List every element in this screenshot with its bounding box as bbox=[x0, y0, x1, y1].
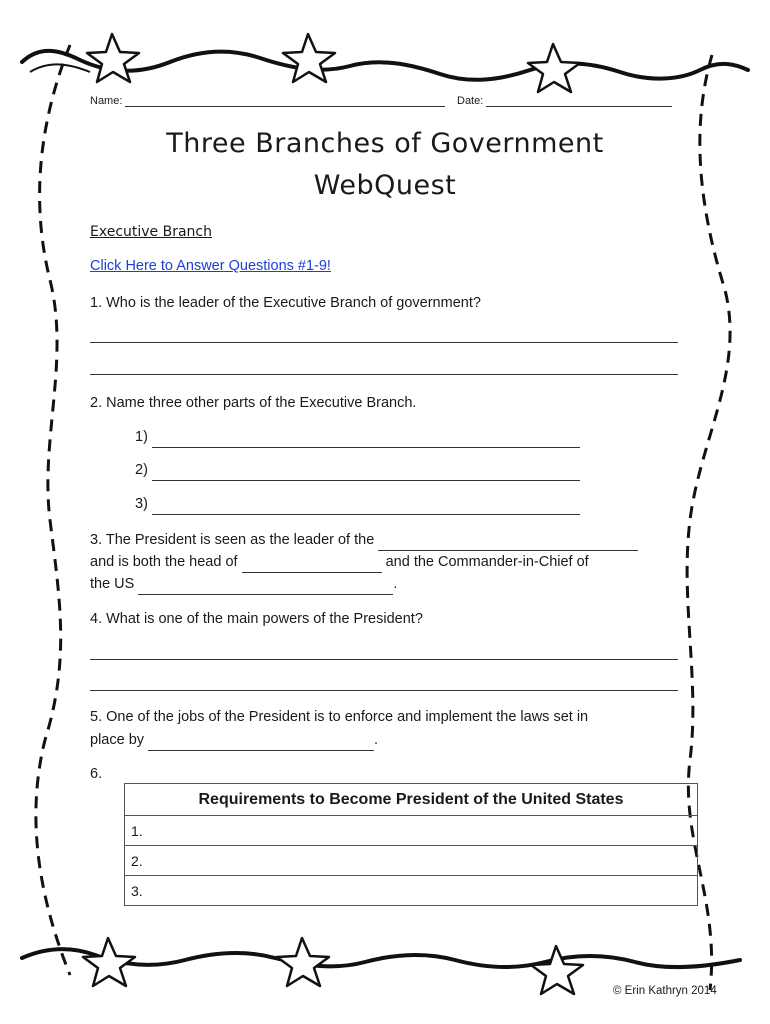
answer-blank[interactable] bbox=[148, 736, 374, 751]
copyright-text: © Erin Kathryn 2014 bbox=[613, 985, 717, 997]
item-number: 2) bbox=[135, 462, 148, 478]
name-blank[interactable] bbox=[125, 96, 445, 107]
question-3-text: 3. The President is seen as the leader of the bbox=[90, 532, 375, 548]
question-3-line-1 bbox=[90, 529, 638, 551]
date-blank[interactable] bbox=[486, 96, 672, 107]
question-3-text: the US bbox=[90, 576, 135, 592]
answer-blank[interactable] bbox=[152, 466, 580, 481]
question-3-text: and is both the head of bbox=[90, 554, 238, 570]
requirements-table-wrapper bbox=[124, 783, 698, 906]
section-heading: Executive Branch bbox=[90, 224, 212, 240]
period: . bbox=[374, 732, 379, 748]
list-item bbox=[135, 493, 580, 515]
period: . bbox=[393, 576, 398, 592]
name-label: Name: bbox=[90, 95, 123, 107]
page-title: Three Branches of Government bbox=[166, 128, 604, 159]
question-6: 6. bbox=[90, 766, 103, 782]
name-field bbox=[90, 95, 445, 107]
star-icon bbox=[83, 938, 135, 986]
question-4: 4. What is one of the main powers of the President? bbox=[90, 611, 423, 627]
answer-line[interactable] bbox=[90, 659, 678, 660]
question-3-line-3 bbox=[90, 573, 397, 595]
answer-blank[interactable] bbox=[378, 536, 638, 551]
answer-blank[interactable] bbox=[242, 558, 382, 573]
answer-questions-link[interactable]: Click Here to Answer Questions #1-9! bbox=[90, 258, 331, 274]
list-item bbox=[135, 459, 580, 481]
question-5-line-1: 5. One of the jobs of the President is to enforce and implement the laws set in bbox=[90, 709, 589, 725]
table-header-row bbox=[125, 784, 698, 816]
answer-line[interactable] bbox=[90, 342, 678, 343]
item-number: 1) bbox=[135, 429, 148, 445]
table-cell[interactable]: 3. bbox=[125, 876, 698, 906]
question-2: 2. Name three other parts of the Executive Branch. bbox=[90, 395, 417, 411]
question-3-text: and the Commander-in-Chief of bbox=[385, 554, 589, 570]
date-label: Date: bbox=[457, 95, 484, 107]
table-row bbox=[125, 876, 698, 906]
answer-line[interactable] bbox=[90, 374, 678, 375]
table-row bbox=[125, 816, 698, 846]
answer-blank[interactable] bbox=[152, 433, 580, 448]
question-1: 1. Who is the leader of the Executive Branch of government? bbox=[90, 295, 481, 311]
star-icon bbox=[277, 938, 329, 986]
page-subtitle: WebQuest bbox=[313, 170, 457, 201]
question-3-line-2 bbox=[90, 551, 589, 573]
answer-line[interactable] bbox=[90, 690, 678, 691]
answer-blank[interactable] bbox=[152, 500, 580, 515]
question-5-line-2 bbox=[90, 729, 378, 751]
star-icon bbox=[283, 34, 335, 82]
answer-blank[interactable] bbox=[138, 580, 393, 595]
star-icon bbox=[87, 34, 139, 82]
requirements-table bbox=[124, 783, 698, 906]
date-field bbox=[457, 95, 672, 107]
table-row bbox=[125, 846, 698, 876]
table-cell[interactable]: 2. bbox=[125, 846, 698, 876]
question-5-text: place by bbox=[90, 732, 145, 748]
item-number: 3) bbox=[135, 496, 148, 512]
table-cell[interactable]: 1. bbox=[125, 816, 698, 846]
star-icon bbox=[531, 946, 583, 994]
list-item bbox=[135, 426, 580, 448]
table-header: Requirements to Become President of the United States bbox=[125, 784, 698, 816]
star-icon bbox=[528, 44, 580, 92]
